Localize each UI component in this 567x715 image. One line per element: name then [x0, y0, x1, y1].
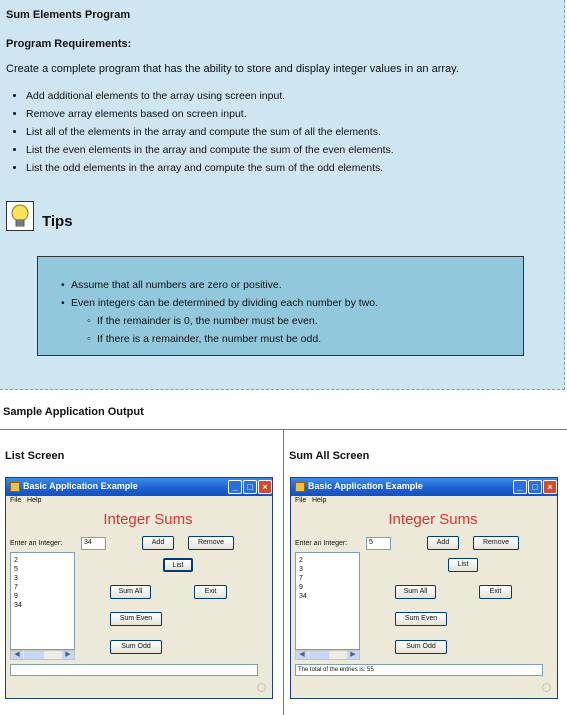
list-item[interactable]: 34	[14, 602, 22, 609]
minimize-icon[interactable]: _	[513, 480, 527, 494]
list-item: • List all of the elements in the array and compute the sum of all the elements.	[26, 123, 394, 141]
column-divider	[283, 429, 284, 715]
list-item[interactable]: 34	[299, 593, 307, 600]
maximize-icon[interactable]: □	[243, 480, 257, 494]
list-button[interactable]: List	[448, 558, 478, 572]
exit-button[interactable]: Exit	[479, 585, 512, 599]
close-icon[interactable]: ×	[258, 480, 272, 494]
app-heading: Integer Sums	[388, 511, 478, 528]
list-item: • Remove array elements based on screen input.	[26, 105, 394, 123]
integer-list[interactable]	[10, 552, 75, 650]
requirements-intro: Create a complete program that has the ability to store and display integer values in an array.	[6, 63, 459, 75]
horizontal-scrollbar[interactable]	[295, 650, 360, 660]
tip-subitem: ◦ If there is a remainder, the number must be odd.	[97, 333, 321, 345]
window-title: Basic Application Example	[23, 481, 138, 491]
window-titlebar[interactable]	[6, 478, 272, 496]
list-item: • Add additional elements to the array using screen input.	[26, 87, 394, 105]
integer-input[interactable]: 5	[366, 537, 391, 550]
app-window-list	[5, 477, 273, 699]
app-window-sum-all	[290, 477, 558, 699]
list-item[interactable]: 2	[299, 557, 303, 564]
java-icon	[295, 482, 305, 492]
scroll-thumb[interactable]	[309, 651, 329, 659]
add-button[interactable]: Add	[427, 536, 459, 550]
window-titlebar[interactable]	[291, 478, 557, 496]
exit-button[interactable]: Exit	[194, 585, 227, 599]
integer-input-label: Enter an Integer:	[295, 540, 348, 547]
sum-odd-button[interactable]: Sum Odd	[395, 640, 447, 654]
resize-grip-icon[interactable]	[542, 683, 551, 692]
tip-subitem: ◦ If the remainder is 0, the number must be even.	[97, 315, 318, 327]
list-screen-caption: List Screen	[5, 450, 65, 462]
sample-output-heading: Sample Application Output	[3, 406, 144, 418]
sum-all-screen-caption: Sum All Screen	[289, 450, 370, 462]
list-item: • List the odd elements in the array and compute the sum of the odd elements.	[26, 159, 394, 177]
tip-item: • Even integers can be determined by dividing each number by two.	[71, 297, 378, 309]
list-item[interactable]: 5	[14, 566, 18, 573]
program-title: Sum Elements Program	[6, 9, 131, 21]
lightbulb-icon	[6, 201, 34, 231]
scroll-left-icon[interactable]: ◀	[296, 651, 308, 659]
requirements-list	[6, 87, 394, 177]
add-button[interactable]: Add	[142, 536, 174, 550]
menu-help[interactable]: Help	[27, 497, 42, 504]
output-field[interactable]	[10, 664, 258, 676]
close-icon[interactable]: ×	[543, 480, 557, 494]
scroll-right-icon[interactable]: ▶	[62, 651, 74, 659]
output-field[interactable]: The total of the entries is: 55	[295, 664, 543, 676]
remove-button[interactable]: Remove	[188, 536, 234, 550]
maximize-icon[interactable]: □	[528, 480, 542, 494]
tips-header	[6, 196, 73, 236]
horizontal-scrollbar[interactable]	[10, 650, 75, 660]
list-item[interactable]: 3	[299, 566, 303, 573]
list-item: • List the even elements in the array and compute the sum of the even elements.	[26, 141, 394, 159]
list-button[interactable]: List	[163, 558, 193, 572]
list-item[interactable]: 7	[14, 584, 18, 591]
sum-all-button[interactable]: Sum All	[395, 585, 436, 599]
integer-list[interactable]	[295, 552, 360, 650]
scroll-thumb[interactable]	[24, 651, 44, 659]
sum-even-button[interactable]: Sum Even	[395, 612, 447, 626]
scroll-right-icon[interactable]: ▶	[347, 651, 359, 659]
menu-file[interactable]: File	[295, 497, 307, 504]
list-item[interactable]: 9	[299, 584, 303, 591]
tips-label: Tips	[42, 212, 73, 230]
scroll-left-icon[interactable]: ◀	[11, 651, 23, 659]
minimize-icon[interactable]: _	[228, 480, 242, 494]
sum-odd-button[interactable]: Sum Odd	[110, 640, 162, 654]
java-icon	[10, 482, 20, 492]
list-item[interactable]: 3	[14, 575, 18, 582]
integer-input[interactable]: 34	[81, 537, 106, 550]
resize-grip-icon[interactable]	[257, 683, 266, 692]
list-item[interactable]: 7	[299, 575, 303, 582]
sum-even-button[interactable]: Sum Even	[110, 612, 162, 626]
integer-input-label: Enter an Integer:	[10, 540, 63, 547]
remove-button[interactable]: Remove	[473, 536, 519, 550]
requirements-heading: Program Requirements:	[6, 38, 132, 50]
tips-panel	[37, 256, 524, 356]
list-item[interactable]: 2	[14, 557, 18, 564]
app-heading: Integer Sums	[103, 511, 193, 528]
sum-all-button[interactable]: Sum All	[110, 585, 151, 599]
menu-file[interactable]: File	[10, 497, 22, 504]
menu-help[interactable]: Help	[312, 497, 327, 504]
list-item[interactable]: 9	[14, 593, 18, 600]
tip-item: • Assume that all numbers are zero or positive.	[71, 279, 282, 291]
window-title: Basic Application Example	[308, 481, 423, 491]
